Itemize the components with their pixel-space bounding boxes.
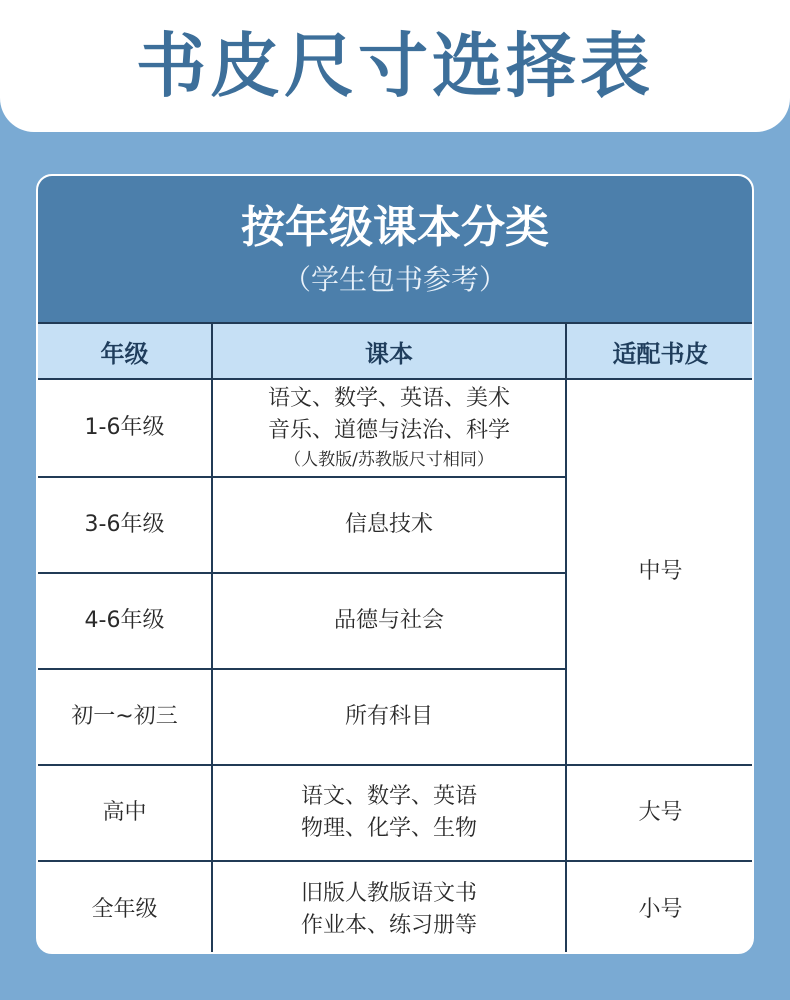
book-line: 物理、化学、生物 (300, 816, 477, 841)
size-cell-large: 大号 (566, 765, 754, 861)
column-header-book: 课本 (212, 323, 566, 379)
book-cell (212, 765, 566, 861)
grade-cell: 全年级 (38, 861, 212, 954)
table-row (38, 379, 754, 477)
title-banner (0, 0, 790, 132)
table-row (38, 861, 754, 954)
size-cell-small: 小号 (566, 861, 754, 954)
table-title: 按年级课本分类 (241, 202, 549, 253)
table-header-band (38, 176, 752, 322)
size-table-card (36, 174, 754, 954)
book-line: 音乐、道德与法治、科学 (267, 418, 510, 443)
book-line: 语文、数学、英语 (300, 784, 477, 809)
book-line: 旧版人教版语文书 (300, 880, 477, 906)
book-cell (212, 477, 566, 573)
grade-cell: 初一~初三 (38, 669, 212, 765)
table-row (38, 765, 754, 861)
column-header-grade: 年级 (38, 323, 212, 379)
book-line: 品德与社会 (333, 608, 444, 633)
book-cell (212, 379, 566, 477)
page-title: 书皮尺寸选择表 (136, 25, 654, 107)
column-header-row (38, 323, 754, 379)
book-note: （人教版/苏教版尺寸相同） (284, 450, 494, 470)
grade-cell: 高中 (38, 765, 212, 861)
table-subtitle: （学生包书参考） (282, 263, 507, 296)
grade-cell: 4-6年级 (38, 573, 212, 669)
book-cell (212, 573, 566, 669)
book-cell (212, 669, 566, 765)
book-line: 所有科目 (344, 704, 433, 729)
book-line: 信息技术 (344, 512, 433, 537)
size-table (38, 322, 754, 954)
grade-cell: 3-6年级 (38, 477, 212, 573)
book-line: 语文、数学、英语、美术 (267, 386, 510, 411)
book-line: 作业本、练习册等 (300, 912, 477, 938)
column-header-size: 适配书皮 (566, 323, 754, 379)
grade-cell: 1-6年级 (38, 379, 212, 477)
book-cell (212, 861, 566, 954)
size-cell-medium: 中号 (566, 379, 754, 765)
